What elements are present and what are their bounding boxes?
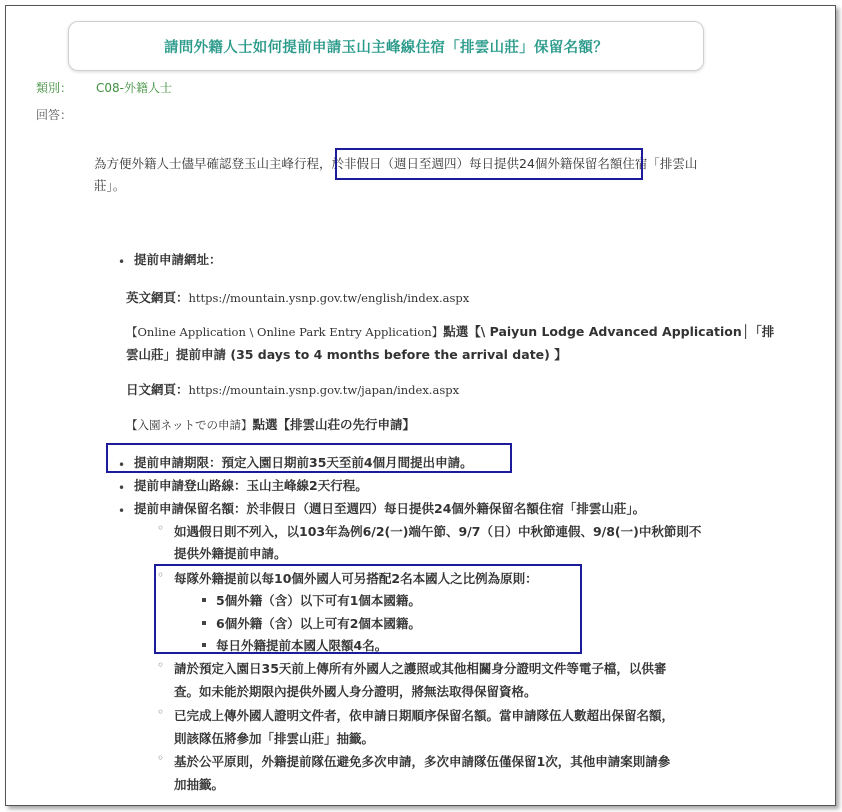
bullet-dot [118, 477, 126, 496]
intro-line-1: 為方便外籍人士儘早確認登玉山主峰行程，於非假日（週日至週四）每日提供24個外籍保留名額住宿「排雲山 [94, 156, 698, 171]
bullet-quota: 提前申請保留名額：於非假日（週日至週四）每日提供24個外籍保留名額住宿「排雲山莊」。 [134, 501, 646, 516]
bullet-dot [118, 500, 126, 519]
category-value: C08-外籍人士 [96, 81, 172, 95]
question-title-box [68, 21, 704, 71]
circle-bullet: ◦ [157, 751, 165, 765]
highlight-box-ratio [154, 564, 582, 654]
category-label: 類別： [36, 81, 73, 95]
highlight-box-intro [335, 148, 643, 180]
japanese-page-label: 日文網頁： [126, 382, 189, 397]
sub-upload-line-1: 請於預定入園日35天前上傳所有外國人之護照或其他相關身分證明文件等電子檔，以供審 [174, 661, 667, 676]
sub-ratio-item-1: 5個外籍（含）以下可有1個本國籍。 [216, 593, 421, 608]
english-instruction-line-1 [126, 322, 774, 340]
intro-line-2: 莊」。 [94, 178, 126, 193]
sub-holiday-line-2: 提供外籍提前申請。 [174, 546, 287, 561]
circle-bullet: ◦ [157, 568, 165, 582]
english-instruction-line-2: 雲山莊」提前申請 (35 days to 4 months before the arrival date) 】 [126, 347, 567, 362]
bullet-route: 提前申請登山路線：玉山主峰線2天行程。 [134, 478, 368, 493]
sub-holiday-line-1: 如遇假日則不列入，以103年為例6/2(一)端午節、9/7（日）中秋節連假、9/8(一)中秋節則不 [174, 524, 702, 539]
content-frame [5, 5, 836, 806]
english-page-url[interactable]: https://mountain.ysnp.gov.tw/english/index.aspx [188, 291, 470, 305]
sub-ratio-principle: 每隊外籍提前以每10個外國人可另搭配2名本國人之比例為原則： [174, 571, 538, 586]
english-instruction-select: 點選【\ Paiyun Lodge Advanced Application│「排 [443, 324, 775, 339]
japanese-page-url[interactable]: https://mountain.ysnp.gov.tw/japan/index.aspx [188, 383, 460, 397]
english-page-label: 英文網頁： [126, 290, 189, 305]
circle-bullet: ◦ [157, 521, 165, 535]
bullet-dot [118, 251, 126, 270]
sub-ratio-item-2: 6個外籍（含）以上可有2個本國籍。 [216, 616, 421, 631]
bullet-application-url-title: 提前申請網址： [134, 252, 222, 267]
sub-fairness-line-1: 基於公平原則，外籍提前隊伍避免多次申請，多次申請隊伍僅保留1次，其他申請案則請參 [174, 754, 671, 769]
circle-bullet: ◦ [157, 705, 165, 719]
highlight-box-deadline [106, 443, 512, 473]
sub-upload-line-2: 查。如未能於期限內提供外國人身分證明，將無法取得保留資格。 [174, 684, 537, 699]
sub-order-line-2: 則該隊伍將參加「排雲山莊」抽籤。 [174, 731, 375, 746]
japanese-page-line [126, 380, 459, 398]
sub-fairness-line-2: 加抽籤。 [174, 777, 225, 792]
japanese-instruction-select: 點選【排雲山荘の先行申請】 [252, 417, 416, 432]
japanese-instruction-line [126, 415, 415, 433]
sub-order-line-1: 已完成上傳外國人證明文件者，依申請日期順序保留名額。當申請隊伍人數超出保留名額， [174, 708, 675, 723]
english-page-line [126, 288, 469, 306]
circle-bullet: ◦ [157, 658, 165, 672]
bullet-application-deadline: 提前申請期限：預定入園日期前35天至前4個月間提出申請。 [134, 455, 473, 470]
english-instruction-menu: 【Online Application \ Online Park Entry Application】 [126, 325, 444, 339]
sub-ratio-item-3: 每日外籍提前本國人限額4名。 [216, 638, 388, 653]
japanese-instruction-menu: 【入園ネットでの申請】 [126, 418, 253, 432]
question-title: 請問外籍人士如何提前申請玉山主峰線住宿「排雲山莊」保留名額？ [164, 39, 608, 56]
answer-label: 回答： [36, 108, 73, 122]
